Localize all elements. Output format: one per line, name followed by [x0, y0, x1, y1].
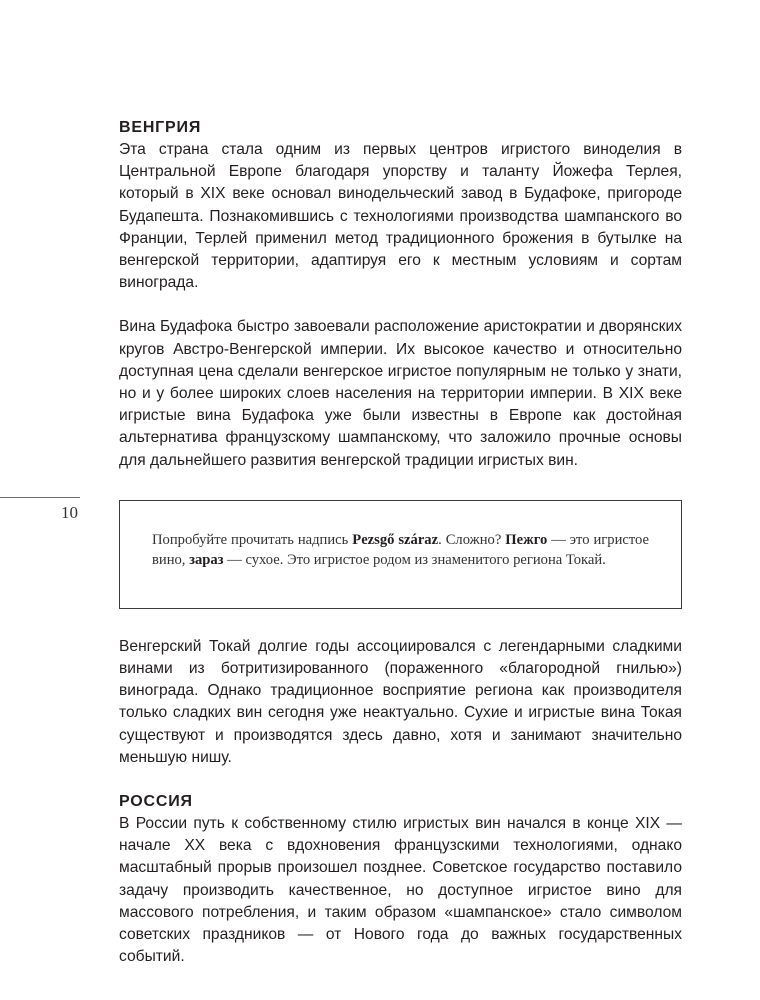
note-mid-1: . Сложно?	[438, 531, 506, 548]
note-term-pezhgo: Пежго	[505, 531, 548, 548]
hungary-paragraph-1: Эта страна стала одним из первых центров игристого виноделия в Центральной Европе благодаря упорству и таланту Йожефа Терлея, который в XIX веке основал винодельческий завод в Будафоке, пригороде Будапешта. Познакомившись с технологиями производства шампанского во Франции, Терлей применил метод традиционного брожения в бутылке на венгерской территории, адаптируя его к местным условиям и сортам винограда.	[119, 141, 682, 292]
page-number: 10	[61, 503, 78, 522]
paragraph-spacer	[119, 294, 682, 316]
section-spacer	[119, 769, 682, 791]
note-box	[119, 500, 682, 609]
russia-paragraph-1: В России путь к собственному стилю игристых вин начался в конце XIX — начале XX века с вдохновения французскими технологиями, однако масштабный прорыв произошел позднее. Советское государство поставило задачу производить качественное, но доступное игристое вино для массового потребления, и таким образом «шампанское» стало символом советских праздников — от Нового года до важных государственных событий.	[119, 815, 682, 966]
note-mid-2: — это игристое вино,	[152, 531, 649, 569]
note-text	[152, 530, 649, 571]
margin-rule	[0, 497, 80, 498]
note-prefix: Попробуйте прочитать надпись	[152, 531, 353, 548]
section-heading-hungary: ВЕНГРИЯ	[119, 119, 202, 136]
hungary-paragraph-3: Венгерский Токай долгие годы ассоциировался с легендарными сладкими винами из ботритизированного (пораженного «благородной гнилью») винограда. Однако традиционное восприятие региона как производителя только сладких вин сегодня уже неактуально. Сухие и игристые вина Токая существуют и производятся здесь давно, хотя и занимают значительно меньшую нишу.	[119, 637, 682, 766]
note-term-pezsgo: Pezsgő száraz	[352, 531, 439, 548]
note-term-zaraz: зараз	[189, 552, 224, 569]
section-heading-russia: РОССИЯ	[119, 793, 193, 811]
page-content	[119, 117, 682, 968]
hungary-paragraph-2: Вина Будафока быстро завоевали расположение аристократии и дворянских кругов Австро-Венгерской империи. Их высокое качество и относительно доступная цена сделали венгерское игристое популярным не только у знати, но и у более широких слоев населения на территории империи. В XIX веке игристые вина Будафока уже были известны в Европе как достойная альтернатива французскому шампанскому, что заложило прочные основы для дальнейшего развития венгерской традиции игристых вин.	[119, 318, 682, 469]
note-suffix: — сухое. Это игристое родом из знаменитого региона Токай.	[223, 552, 606, 569]
